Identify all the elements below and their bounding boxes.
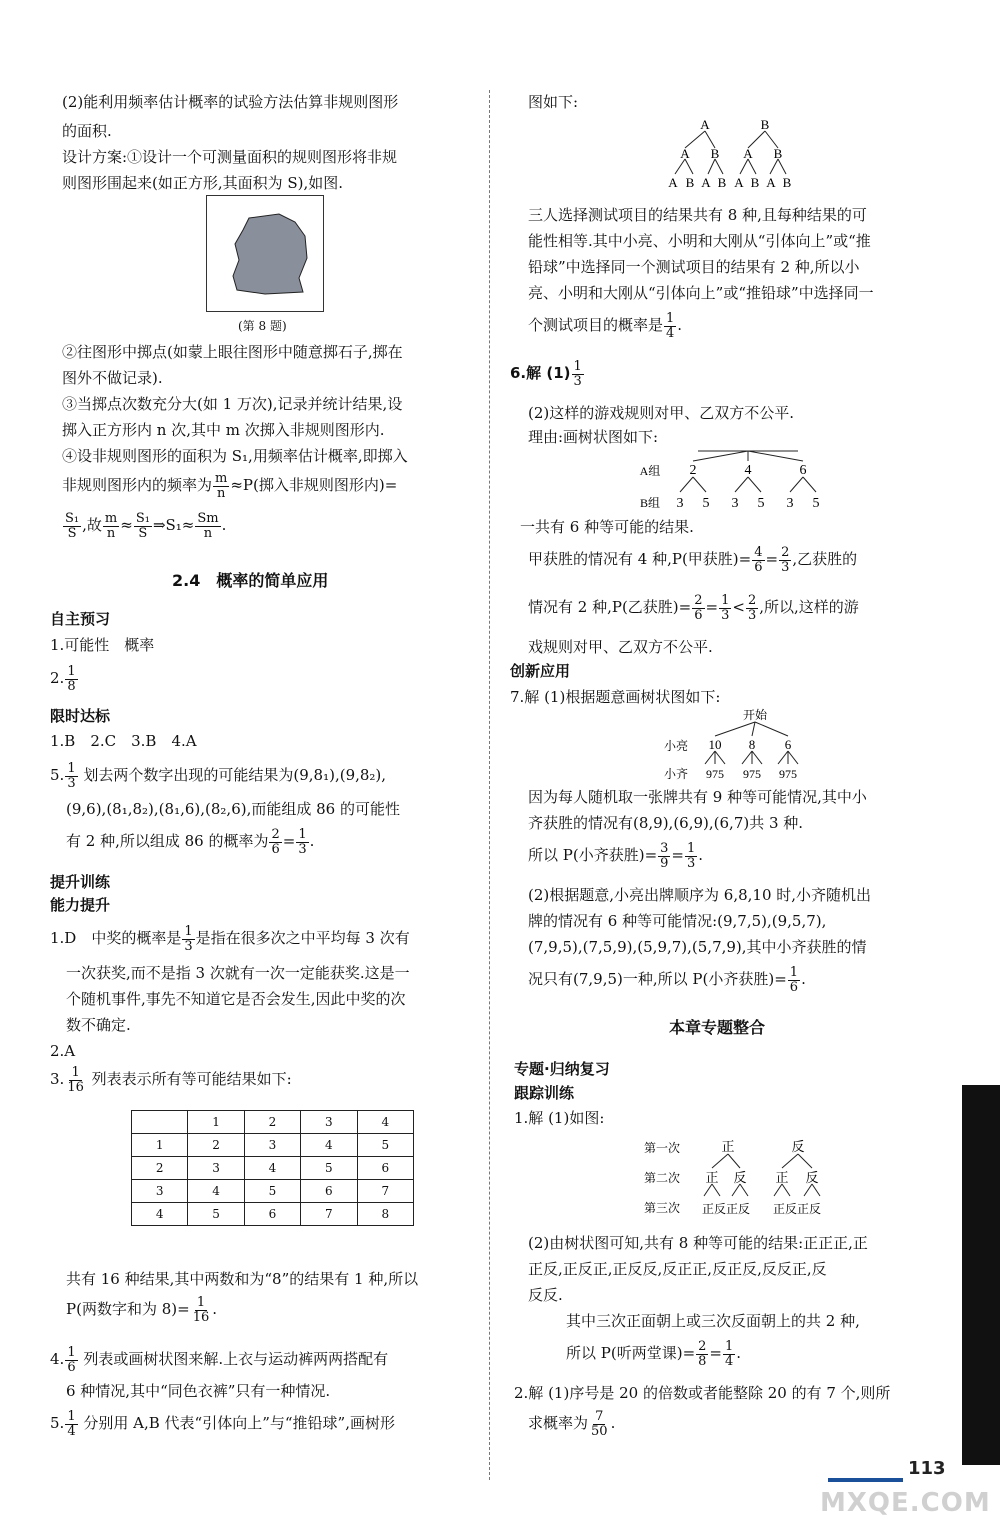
- numerator: 1: [725, 1339, 734, 1354]
- fraction: [65, 762, 77, 790]
- denominator: n: [216, 485, 226, 501]
- text-line: 一次获奖,而不是指 3 次就有一次一定能获奖.这是一: [66, 964, 410, 982]
- tree-node: A: [766, 175, 776, 190]
- text-line: ④设非规则图形的面积为 S₁,用频率估计概率,即掷入: [62, 447, 408, 465]
- table-cell: 6: [244, 1203, 300, 1226]
- text-line: ②往图形中掷点(如蒙上眼往图形中随意掷石子,掷在: [62, 343, 403, 361]
- text-line: (7,9,5),(7,5,9),(5,9,7),(5,7,9),其中小齐获胜的情: [528, 938, 867, 956]
- fraction: [696, 1340, 708, 1368]
- tree-root: 开始: [742, 708, 768, 722]
- row-label: 小亮: [663, 739, 689, 753]
- fraction: [788, 966, 800, 994]
- text-segment: .: [698, 846, 704, 865]
- denominator: 3: [184, 938, 193, 954]
- numerator: 1: [573, 359, 582, 374]
- table-cell: 3: [244, 1134, 300, 1157]
- denominator: 6: [694, 607, 703, 623]
- row-label: B组: [639, 496, 661, 510]
- text-line: ③当掷点次数充分大(如 1 万次),记录并统计结果,设: [62, 395, 403, 413]
- formula-line: [66, 1296, 217, 1324]
- text-line: 的面积.: [62, 122, 112, 140]
- subheading: 限时达标: [50, 707, 111, 725]
- text-segment: =: [671, 846, 684, 865]
- numerator: 3: [660, 841, 669, 856]
- text-segment: 6.解 (1): [510, 364, 571, 383]
- tree-node: 975: [706, 767, 724, 780]
- denominator: 8: [67, 678, 76, 694]
- fraction: [723, 1340, 735, 1368]
- text-segment: ⇒S₁≈: [152, 516, 195, 535]
- denominator: 4: [725, 1353, 734, 1369]
- fraction: [195, 512, 220, 540]
- numerator: S₁: [65, 511, 80, 526]
- table-cell: 3: [132, 1180, 188, 1203]
- table-cell: 2: [188, 1134, 244, 1157]
- denominator: 3: [747, 607, 757, 623]
- formula-line: [528, 1410, 615, 1438]
- tree-node: B: [773, 146, 783, 161]
- formula-line: [528, 966, 806, 994]
- denominator: 16: [192, 1309, 210, 1325]
- page-number: 113: [908, 1458, 946, 1479]
- text-segment: 有 2 种,所以组成 86 的概率为: [66, 832, 269, 851]
- tree-diagram-coins: [640, 1138, 840, 1222]
- table-cell: 2: [132, 1157, 188, 1180]
- formula-line: [528, 842, 703, 870]
- denominator: S: [138, 525, 148, 541]
- numerator: 7: [595, 1409, 604, 1424]
- fraction: [658, 842, 670, 870]
- subheading: 创新应用: [510, 662, 571, 680]
- text-segment: .: [736, 1344, 742, 1363]
- text-segment: .: [801, 970, 806, 989]
- text-segment: =: [282, 832, 296, 851]
- fraction: [63, 512, 81, 540]
- table-cell: 7: [301, 1203, 357, 1226]
- text-line: 齐获胜的情况有(8,9),(6,9),(6,7)共 3 种.: [528, 814, 804, 832]
- table-cell: 2: [244, 1111, 300, 1134]
- fraction: [572, 360, 584, 388]
- text-line: 铅球”中选择同一个测试项目的结果有 2 种,所以小: [528, 258, 860, 276]
- text-line: 能性相等.其中小亮、小明和大刚从“引体向上”或“推: [528, 232, 871, 250]
- denominator: 4: [67, 1423, 76, 1439]
- subheading: 能力提升: [50, 896, 111, 914]
- table-cell: 5: [188, 1203, 244, 1226]
- text-line: 其中三次正面朝上或三次反面朝上的共 2 种,: [566, 1312, 860, 1330]
- tree-node: B: [760, 118, 770, 132]
- fraction: [664, 312, 676, 340]
- subheading: 提升训练: [50, 873, 111, 891]
- text-segment: =: [705, 598, 719, 617]
- answer-line: [50, 762, 386, 790]
- tree-node: 正: [721, 1139, 735, 1154]
- table-cell: 1: [188, 1111, 244, 1134]
- tree-node: 975: [779, 767, 797, 780]
- numerator: S₁: [135, 511, 150, 526]
- denominator: n: [203, 525, 213, 541]
- tree-node: 5: [812, 496, 820, 511]
- denominator: 16: [67, 1079, 84, 1095]
- fraction: [779, 546, 791, 574]
- answer-line: 2.A: [50, 1042, 76, 1060]
- answer-line: [50, 925, 410, 953]
- denominator: S: [67, 525, 77, 541]
- tree-node: 反: [791, 1139, 805, 1154]
- numerator: 4: [754, 545, 763, 560]
- table-cell: 3: [188, 1157, 244, 1180]
- text-segment: .: [212, 1300, 218, 1319]
- answer-line: [50, 665, 79, 693]
- numerator: Sm: [197, 511, 219, 526]
- formula-line: [528, 312, 682, 340]
- numerator: 1: [67, 664, 76, 679]
- text-segment: 划去两个数字出现的可能结果为(9,8₁),(9,8₂),: [83, 766, 387, 785]
- text-segment: 5.: [50, 1414, 65, 1433]
- subheading: 自主预习: [50, 610, 111, 628]
- numerator: 2: [747, 593, 757, 608]
- text-segment: <: [732, 598, 745, 617]
- numerator: 2: [781, 545, 790, 560]
- watermark: MXQE.COM: [820, 1488, 991, 1518]
- text-segment: 列表表示所有等可能结果如下:: [91, 1070, 292, 1089]
- denominator: 6: [67, 1359, 76, 1375]
- text-line: 牌的情况有 6 种等可能情况:(9,7,5),(9,5,7),: [528, 912, 827, 930]
- table-cell: 5: [244, 1180, 300, 1203]
- formula-line: [66, 828, 314, 856]
- tree-node: B: [717, 175, 727, 190]
- tree-node: A: [700, 118, 710, 132]
- text-segment: 分别用 A,B 代表“引体向上”与“推铅球”,画树形: [83, 1414, 395, 1433]
- fraction: [182, 925, 194, 953]
- table-row: [132, 1157, 414, 1180]
- denominator: 6: [789, 979, 799, 995]
- table-cell: 4: [188, 1180, 244, 1203]
- fraction: [103, 512, 119, 540]
- fraction: [746, 594, 758, 622]
- numerator: 2: [698, 1339, 707, 1354]
- page-edge-bar: [962, 1085, 1000, 1465]
- text-line: (2)由树状图可知,共有 8 种等可能的结果:正正正,正: [528, 1234, 868, 1252]
- table-row: [132, 1180, 414, 1203]
- text-segment: =: [709, 1344, 722, 1363]
- numerator: 1: [298, 827, 307, 842]
- text-segment: 个测试项目的概率是: [528, 316, 664, 335]
- denominator: 3: [67, 775, 76, 791]
- numerator: 1: [789, 965, 799, 980]
- tree-node: 正反正反: [772, 1202, 822, 1216]
- table-row: [132, 1203, 414, 1226]
- table-cell: 7: [357, 1180, 413, 1203]
- tree-node: 2: [689, 463, 697, 478]
- fraction: [65, 1346, 77, 1374]
- formula-line: [528, 546, 857, 574]
- fraction: [134, 512, 152, 540]
- text-line: 理由:画树状图如下:: [528, 428, 659, 446]
- row-label: 第三次: [643, 1201, 681, 1215]
- tree-node: 8: [748, 737, 756, 752]
- fraction: [589, 1410, 610, 1438]
- text-line: 一共有 6 种等可能的结果.: [520, 518, 694, 536]
- text-segment: 3.: [50, 1070, 65, 1089]
- text-line: 图外不做记录).: [62, 369, 163, 387]
- text-line: 戏规则对甲、乙双方不公平.: [528, 638, 713, 656]
- text-line: 掷入正方形内 n 次,其中 m 次掷入非规则图形内.: [62, 421, 385, 439]
- table-cell: 4: [244, 1157, 300, 1180]
- tree-node: 正: [775, 1170, 789, 1185]
- tree-node: A: [734, 175, 744, 190]
- tree-node: B: [685, 175, 695, 190]
- text-line: 6 种情况,其中“同色衣裤”只有一种情况.: [66, 1382, 331, 1400]
- text-line: (2)能利用频率估计概率的试验方法估算非规则图形: [62, 93, 399, 111]
- fraction: [65, 665, 77, 693]
- text-segment: 所以 P(听两堂课)=: [566, 1344, 696, 1363]
- numerator: 1: [196, 1295, 206, 1310]
- tree-node: 4: [744, 463, 752, 478]
- denominator: 4: [666, 325, 675, 341]
- tree-node: 正: [705, 1170, 719, 1185]
- fraction: [296, 828, 308, 856]
- table-cell: [132, 1111, 188, 1134]
- subheading: 跟踪训练: [514, 1084, 575, 1102]
- irregular-shape-graphic: [207, 196, 323, 311]
- numerator: 1: [721, 593, 730, 608]
- denominator: 3: [573, 373, 582, 389]
- numerator: m: [215, 471, 228, 486]
- table-cell: 4: [301, 1134, 357, 1157]
- answer-line: 7.解 (1)根据题意画树状图如下:: [510, 688, 721, 706]
- text-line: 三人选择测试项目的结果共有 8 种,且每种结果的可: [528, 206, 867, 224]
- text-segment: ≈P(掷入非规则图形内)=: [230, 476, 398, 495]
- tree-node: 5: [702, 496, 710, 511]
- denominator: 6: [754, 559, 763, 575]
- section-title: 本章专题整合: [669, 1018, 766, 1037]
- answer-line: [50, 1346, 388, 1374]
- text-line: (2)根据题意,小亮出牌顺序为 6,8,10 时,小齐随机出: [528, 886, 872, 904]
- tree-node: 3: [676, 496, 684, 511]
- text-segment: ,所以,这样的游: [759, 598, 859, 617]
- subheading: 专题·归纳复习: [514, 1060, 610, 1078]
- tree-node: B: [782, 175, 792, 190]
- figure-caption: (第 8 题): [238, 319, 287, 333]
- tree-node: A: [701, 175, 711, 190]
- formula-line: [528, 594, 859, 622]
- formula-line: [62, 472, 397, 500]
- text-segment: .: [221, 516, 227, 535]
- answer-line: 1.B 2.C 3.B 4.A: [50, 732, 197, 750]
- tree-node: 3: [731, 496, 739, 511]
- fraction: [269, 828, 281, 856]
- text-segment: 5.: [50, 766, 65, 785]
- text-line: 反反.: [528, 1286, 563, 1304]
- fraction: [191, 1296, 212, 1324]
- tree-node: 975: [743, 767, 761, 780]
- text-segment: .: [610, 1414, 616, 1433]
- table-cell: 6: [301, 1180, 357, 1203]
- fraction: [692, 594, 704, 622]
- tree-node: A: [743, 146, 753, 161]
- denominator: 3: [721, 607, 730, 623]
- text-segment: ,乙获胜的: [792, 550, 858, 569]
- fraction: [685, 842, 697, 870]
- text-segment: .: [309, 832, 315, 851]
- tree-node: 反: [733, 1170, 747, 1185]
- tree-node: 6: [799, 463, 807, 478]
- text-segment: 列表或画树状图来解.上衣与运动裤两两搭配有: [83, 1350, 389, 1369]
- tree-node: 6: [784, 737, 792, 752]
- answer-line: [510, 360, 585, 388]
- text-segment: 是指在很多次之中平均每 3 次有: [195, 929, 410, 948]
- column-divider: [489, 90, 490, 1480]
- text-segment: 情况有 2 种,P(乙获胜)=: [528, 598, 692, 617]
- table-cell: 1: [132, 1134, 188, 1157]
- section-title: 2.4 概率的简单应用: [172, 571, 329, 590]
- answer-line: [50, 1410, 395, 1438]
- table-cell: 8: [357, 1203, 413, 1226]
- denominator: n: [106, 525, 116, 541]
- text-segment: 求概率为: [528, 1414, 589, 1433]
- text-line: 图如下:: [528, 93, 579, 111]
- denominator: 6: [271, 841, 280, 857]
- text-segment: 非规则图形内的频率为: [62, 476, 213, 495]
- denominator: 3: [298, 841, 307, 857]
- text-segment: ≈: [120, 516, 133, 535]
- text-segment: 况只有(7,9,5)一种,所以 P(小齐获胜)=: [528, 970, 787, 989]
- fraction: [752, 546, 764, 574]
- tree-node: 反: [805, 1170, 819, 1185]
- tree-node: A: [680, 146, 690, 161]
- text-segment: ,故: [82, 516, 102, 535]
- text-line: 因为每人随机取一张牌共有 9 种等可能情况,其中小: [528, 788, 867, 806]
- table-row: [132, 1134, 414, 1157]
- tree-diagram-cards: [660, 708, 820, 780]
- text-segment: 2.: [50, 669, 65, 688]
- numerator: 1: [67, 1345, 76, 1360]
- fraction: [65, 1410, 77, 1438]
- answer-line: 1.可能性 概率: [50, 636, 155, 654]
- text-segment: .: [677, 316, 683, 335]
- tree-node: B: [750, 175, 760, 190]
- table-cell: 5: [357, 1134, 413, 1157]
- numerator: 1: [666, 311, 675, 326]
- table-cell: 4: [357, 1111, 413, 1134]
- text-line: 则图形围起来(如正方形,其面积为 S),如图.: [62, 174, 344, 192]
- text-line: 个随机事件,事先不知道它是否会发生,因此中奖的次: [66, 990, 406, 1008]
- denominator: 8: [698, 1353, 707, 1369]
- text-line: 共有 16 种结果,其中两数和为“8”的结果有 1 种,所以: [66, 1270, 419, 1288]
- text-segment: 4.: [50, 1350, 65, 1369]
- numerator: 1: [71, 1065, 80, 1080]
- formula-line: [62, 512, 226, 540]
- text-line: 数不确定.: [66, 1016, 131, 1034]
- numerator: 1: [687, 841, 696, 856]
- numerator: 1: [67, 1409, 76, 1424]
- denominator: 3: [781, 559, 790, 575]
- table-cell: 4: [132, 1203, 188, 1226]
- answer-line: [50, 1066, 292, 1094]
- text-segment: 所以 P(小齐获胜)=: [528, 846, 658, 865]
- tree-diagram-groups: [638, 447, 828, 515]
- text-segment: P(两数字和为 8)=: [66, 1300, 190, 1319]
- row-label: 小齐: [663, 767, 689, 780]
- numerator: m: [104, 511, 118, 526]
- denominator: 50: [591, 1423, 608, 1439]
- fraction: [719, 594, 731, 622]
- text-line: (9,6),(8₁,8₂),(8₁,6),(8₂,6),而能组成 86 的可能性: [66, 800, 400, 818]
- numerator: 2: [694, 593, 703, 608]
- tree-node: 10: [708, 737, 722, 752]
- tree-node: 5: [757, 496, 765, 511]
- text-segment: =: [765, 550, 779, 569]
- table-cell: 5: [301, 1157, 357, 1180]
- row-label: 第二次: [643, 1171, 681, 1185]
- tree-node: 3: [786, 496, 794, 511]
- answer-line: 2.解 (1)序号是 20 的倍数或者能整除 20 的有 7 个,则所: [514, 1384, 891, 1402]
- text-line: 正反,正反正,正反反,反正正,反正反,反反正,反: [528, 1260, 827, 1278]
- denominator: 9: [660, 855, 669, 871]
- numerator: 1: [184, 924, 193, 939]
- numerator: 1: [67, 761, 76, 776]
- table-cell: 6: [357, 1157, 413, 1180]
- row-label: 第一次: [643, 1141, 681, 1155]
- fraction: [65, 1066, 86, 1094]
- text-segment: 1.D 中奖的概率是: [50, 929, 182, 948]
- sum-table: [131, 1110, 414, 1226]
- tree-node: A: [668, 175, 678, 190]
- table-cell: 3: [301, 1111, 357, 1134]
- figure-irregular-shape: [206, 195, 324, 312]
- text-line: (2)这样的游戏规则对甲、乙双方不公平.: [528, 404, 795, 422]
- text-line: 亮、小明和大刚从“引体向上”或“推铅球”中选择同一: [528, 284, 874, 302]
- formula-line: [566, 1340, 741, 1368]
- tree-diagram-ab: [660, 118, 800, 192]
- tree-node: B: [710, 146, 720, 161]
- tree-node: 正反正反: [701, 1202, 751, 1216]
- fraction: [213, 472, 229, 500]
- answer-line: 1.解 (1)如图:: [514, 1109, 605, 1127]
- text-segment: 甲获胜的情况有 4 种,P(甲获胜)=: [528, 550, 752, 569]
- page-number-accent: [828, 1478, 903, 1482]
- text-line: 设计方案:①设计一个可测量面积的规则图形将非规: [62, 148, 398, 166]
- row-label: A组: [639, 464, 661, 478]
- table-row: [132, 1111, 414, 1134]
- numerator: 2: [271, 827, 280, 842]
- denominator: 3: [687, 855, 696, 871]
